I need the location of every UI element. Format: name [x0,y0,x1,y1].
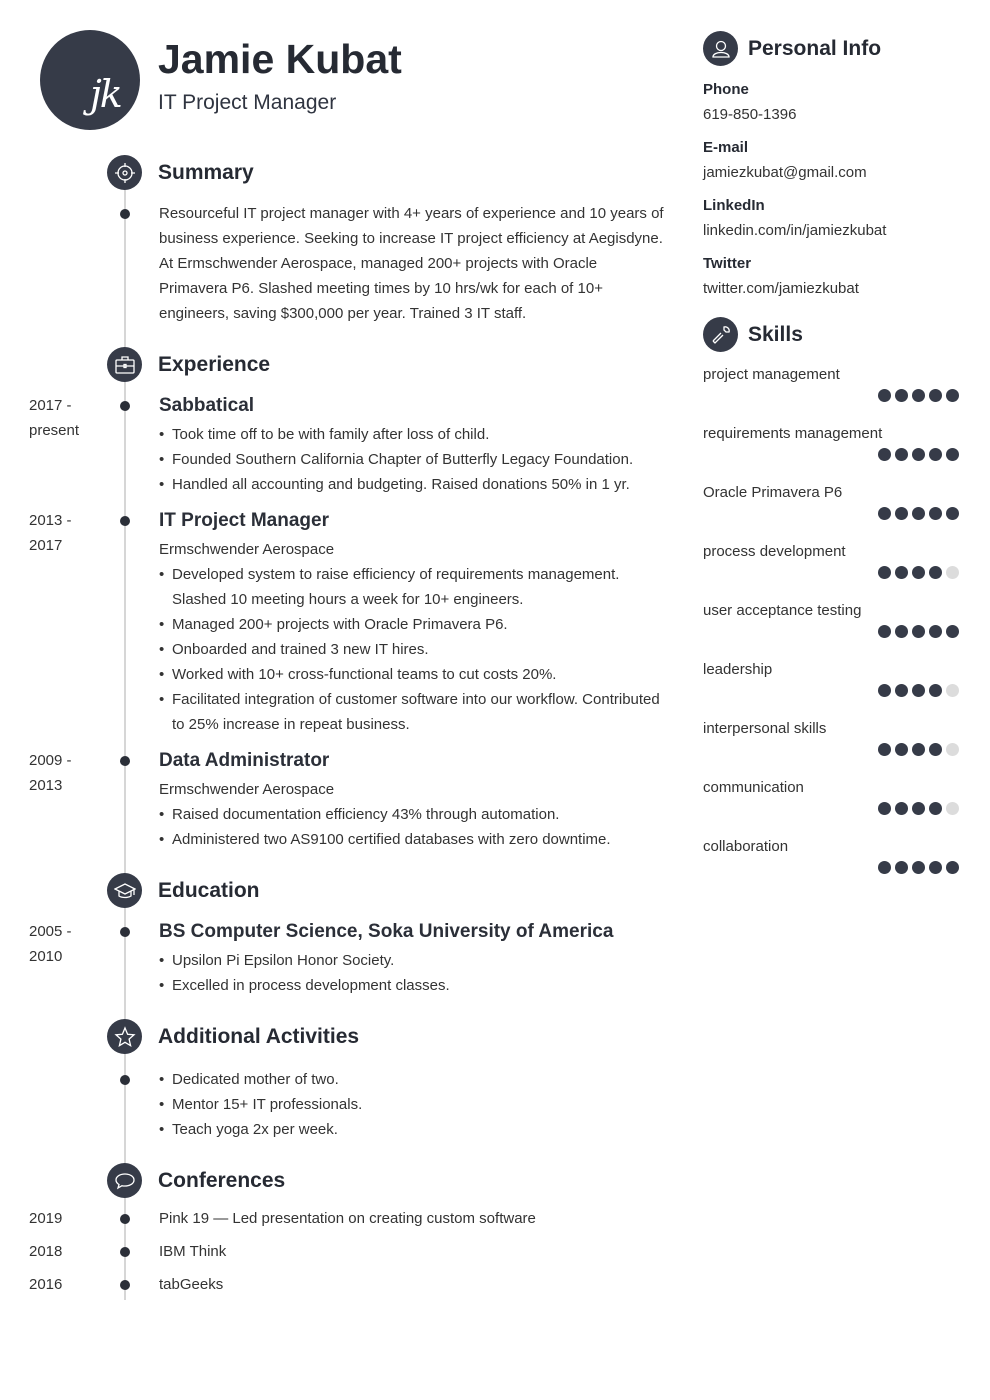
section-title: Experience [158,352,271,376]
skill-rating [878,389,959,402]
rating-dot [912,448,925,461]
tools-icon [703,317,738,352]
bullet: • Raised documentation efficiency 43% through automation. [159,802,665,827]
rating-dot [895,743,908,756]
skill-rating [878,684,959,697]
skill-item [703,716,963,775]
sidebar [703,31,963,893]
job-title: Sabbatical [159,395,255,416]
rating-dot [946,507,959,520]
conference-text: IBM Think [159,1243,227,1260]
section-title: Conferences [158,1168,286,1192]
conference-item [0,1239,670,1264]
rating-dot [929,625,942,638]
skill-name: project management [703,366,840,383]
info-label: E-mail [703,139,749,156]
timeline-dot [120,1214,130,1224]
rating-dot [878,802,891,815]
bullet: • Administered two AS9100 certified databases with zero downtime. [159,827,665,852]
experience-entry [0,508,670,737]
rating-dot [946,743,959,756]
skill-item [703,539,963,598]
rating-dot [929,566,942,579]
skill-rating [878,625,959,638]
rating-dot [946,566,959,579]
rating-dot [929,389,942,402]
avatar-monogram: jk [40,30,140,130]
rating-dot [912,566,925,579]
rating-dot [895,389,908,402]
section-title: Additional Activities [158,1024,360,1048]
rating-dot [878,507,891,520]
skill-name: interpersonal skills [703,720,827,737]
experience-entry [0,748,670,852]
conference-item [0,1206,670,1231]
experience-section [0,347,670,852]
bullet: • Took time off to be with family after loss of child. [159,422,665,447]
rating-dot [878,684,891,697]
section-title: Summary [158,160,254,184]
date-range [29,393,99,443]
summary-section [0,155,670,326]
skill-rating [878,743,959,756]
bullet-list [159,802,665,852]
timeline-dot [120,401,130,411]
info-label: Phone [703,81,749,98]
conference-item [0,1272,670,1297]
rating-dot [946,448,959,461]
bullet-list [159,422,665,497]
section-title: Personal Info [748,36,882,60]
timeline-dot [120,209,130,219]
bullet: • Dedicated mother of two. [159,1067,665,1092]
skill-name: collaboration [703,838,789,855]
rating-dot [912,389,925,402]
rating-dot [895,448,908,461]
education-entry [0,919,670,998]
skill-rating [878,802,959,815]
rating-dot [895,507,908,520]
timeline-dot [120,756,130,766]
bullet: • Mentor 15+ IT professionals. [159,1092,665,1117]
degree: BS Computer Science, Soka University of America [159,921,614,942]
bullet: • Upsilon Pi Epsilon Honor Society. [159,948,665,973]
skill-rating [878,507,959,520]
timeline-dot [120,1280,130,1290]
bullet: • Developed system to raise efficiency of requirements management. Slashed 10 meeting hours a week for 10+ engineers. [159,562,665,612]
rating-dot [878,448,891,461]
rating-dot [878,861,891,874]
target-icon [107,155,142,190]
job-title: Data Administrator [159,750,330,771]
bullet: • Teach yoga 2x per week. [159,1117,665,1142]
skill-rating [878,861,959,874]
star-icon [107,1019,142,1054]
rating-dot [929,507,942,520]
date-range [29,508,99,558]
timeline-dot [120,516,130,526]
conference-year: 2016 [29,1276,63,1293]
skill-item [703,775,963,834]
rating-dot [912,802,925,815]
rating-dot [946,684,959,697]
experience-entry [0,393,670,497]
rating-dot [929,684,942,697]
skill-rating [878,448,959,461]
date-end: 2010 [29,948,63,965]
activities-section [0,1019,670,1142]
skill-rating [878,566,959,579]
candidate-name: Jamie Kubat [158,36,402,82]
rating-dot [878,566,891,579]
skill-name: requirements management [703,425,883,442]
rating-dot [912,743,925,756]
skill-item [703,421,963,480]
skill-name: Oracle Primavera P6 [703,484,843,501]
bullet: • Worked with 10+ cross-functional teams to cut costs 20%. [159,662,665,687]
rating-dot [895,566,908,579]
conferences-section [0,1163,670,1297]
conference-text: tabGeeks [159,1276,224,1293]
skill-item [703,598,963,657]
date-start: 2005 - [29,923,72,940]
date-start: 2013 - [29,512,72,529]
skill-item [703,834,963,893]
conference-text: Pink 19 — Led presentation on creating custom software [159,1210,536,1227]
skill-name: communication [703,779,804,796]
rating-dot [895,861,908,874]
rating-dot [878,743,891,756]
main-column [0,155,670,1318]
skill-item [703,362,963,421]
date-end: 2017 [29,537,63,554]
rating-dot [878,625,891,638]
candidate-title: IT Project Manager [158,91,337,114]
speech-bubble-icon [107,1163,142,1198]
bullet: • Handled all accounting and budgeting. Raised donations 50% in 1 yr. [159,472,665,497]
company-name: Ermschwender Aerospace [159,781,335,798]
job-title: IT Project Manager [159,510,329,531]
user-icon [703,31,738,66]
date-end: 2013 [29,777,63,794]
skill-item [703,657,963,716]
date-start: 2017 - [29,397,72,414]
timeline-dot [120,1247,130,1257]
rating-dot [895,684,908,697]
info-value: 619-850-1396 [703,106,797,123]
summary-text: Resourceful IT project manager with 4+ years of experience and 10 years of business experience. Seeking to increase IT project efficiency at Aegisdyne. At Ermschwender Aerospace, managed 200+ projects with Oracle Primavera P6. Slashed meeting times by 10 hrs/wk for each of 10+ engineers, saving $300,000 per year. Trained 3 IT staff. [159,205,664,322]
rating-dot [946,389,959,402]
rating-dot [946,625,959,638]
rating-dot [946,861,959,874]
briefcase-icon [107,347,142,382]
bullet: • Facilitated integration of customer software into our workflow. Contributed to 25% increase in repeat business. [159,687,665,737]
rating-dot [895,625,908,638]
section-title: Skills [748,322,803,346]
date-end: present [29,422,80,439]
rating-dot [929,448,942,461]
info-value: twitter.com/jamiezkubat [703,280,859,297]
graduation-cap-icon [107,873,142,908]
bullet: • Founded Southern California Chapter of Butterfly Legacy Foundation. [159,447,665,472]
bullet-list [159,562,665,737]
info-label: LinkedIn [703,197,765,214]
info-value: jamiezkubat@gmail.com [703,164,867,181]
conference-year: 2018 [29,1243,63,1260]
bullet: • Excelled in process development classes. [159,973,665,998]
skill-name: leadership [703,661,773,678]
rating-dot [912,684,925,697]
date-start: 2009 - [29,752,72,769]
info-label: Twitter [703,255,752,272]
date-range [29,748,99,798]
info-value: linkedin.com/in/jamiezkubat [703,222,887,239]
bullet: • Managed 200+ projects with Oracle Primavera P6. [159,612,665,637]
timeline-dot [120,927,130,937]
education-section [0,873,670,998]
rating-dot [912,861,925,874]
bullet: • Onboarded and trained 3 new IT hires. [159,637,665,662]
company-name: Ermschwender Aerospace [159,541,335,558]
rating-dot [878,389,891,402]
skill-item [703,480,963,539]
rating-dot [929,861,942,874]
rating-dot [929,743,942,756]
conference-year: 2019 [29,1210,63,1227]
rating-dot [912,625,925,638]
rating-dot [912,507,925,520]
skill-name: process development [703,543,846,560]
skill-name: user acceptance testing [703,602,862,619]
rating-dot [946,802,959,815]
rating-dot [929,802,942,815]
timeline-dot [120,1075,130,1085]
section-title: Education [158,878,260,902]
rating-dot [895,802,908,815]
